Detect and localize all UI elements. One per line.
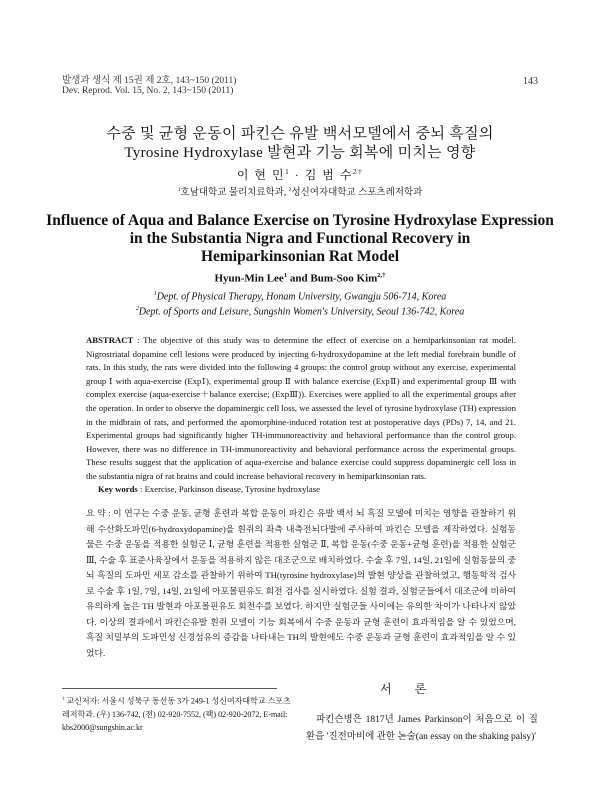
title-english-line-3: Hemiparkinsonian Rat Model	[200, 248, 400, 265]
abstract	[86, 334, 516, 484]
author-korean-1: 이 현 민	[236, 168, 286, 182]
footnote-divider	[62, 688, 277, 689]
author-english-1: Hyun-Min Lee	[214, 272, 284, 285]
author-korean-1-mark: 1	[285, 168, 291, 176]
author-english-2: and Bum-Soo Kim	[287, 272, 378, 285]
title-english-line-2: in the Substantia Nigra and Functional Recovery in	[129, 230, 471, 247]
footnote-text: 교신저자: 서울시 성북구 동선동 3가 249-1 성신여자대학교 스포츠레저학과. (우) 136-742, (전) 02-920-7552, (팩) 02-920-2072, E-mail: kbs2000@sungshin.ac.kr	[62, 696, 291, 732]
journal-citation-korean: 발생과 생식 제 15권 제 2호, 143~150 (2011)	[62, 76, 237, 86]
author-english-2-mark: 2,†	[377, 272, 386, 279]
keywords	[98, 484, 518, 494]
affiliations-korean	[0, 184, 600, 198]
affil-english-2-text: Dept. of Sports and Leisure, Sungshin Women's University, Seoul 136-742, Korea	[138, 306, 465, 318]
affil-korean-2: 성신여자대학교 스포츠레저학과	[291, 188, 423, 198]
affil-english-mark-1: 1	[153, 291, 157, 297]
author-english-1-mark: 1	[283, 272, 288, 279]
affil-korean-1: 호남대학교 물리치료학과,	[180, 188, 289, 198]
page-number: 143	[523, 76, 538, 87]
title-korean-line-1: 수중 및 균형 운동이 파킨슨 유발 백서모델에서 중뇌 흑질의	[106, 126, 494, 142]
affil-korean-mark-1: 1	[177, 186, 181, 193]
keywords-text: : Exercise, Parkinson disease, Tyrosine hydroxylase	[137, 484, 320, 494]
author-korean-2-mark: 2†	[352, 168, 364, 176]
affiliation-english-1	[0, 291, 600, 302]
summary-korean	[86, 506, 516, 661]
author-korean-2: 김 범 수	[304, 168, 353, 182]
title-korean-line-2: Tyrosine Hydroxylase 발현과 기능 회복에 미치는 영향	[124, 145, 476, 161]
section-heading-introduction: 서 론	[380, 682, 437, 696]
summary-korean-text: : 이 연구는 수중 운동, 균형 훈련과 복합 운동이 파킨슨 유발 백서 뇌 흑질 모델에 미치는 영향을 관찰하기 위해 수산화도파민(6-hydroxydopamine)을 흰쥐의 좌측 내측전뇌다발에 주사하여 파킨슨 모델을 제작하였다. 실험동물은 수중 운동을 적용한 실험군 Ⅰ, 균형 훈련을 적용한 실험군 Ⅱ, 복합 운동(수중 운동+균형 훈련)을 적용한 실험군 Ⅲ, 수술 후 표준사육장에서 운동을 적용하지 않은 대조군으로 배치하였다. 수술 후 7일, 14일, 21일에 실험동물의 중뇌 흑질의 도파민 세포 감소를 관찰하기 위하여 TH(tyrosine hydroxylase)의 발현 양상을 관찰하였고, 행동학적 검사로 수술 후 1일, 7일, 14일, 21일에 아포몰핀유도 회전 검사를 실시하였다. 실험 결과, 실험군들에서 대조군에 비하여 유의하게 높은 TH 발현과 아포몰핀유도 회전수를 보였다. 하지만 실험군들 사이에는 유의한 차이가 나타나지 않았다. 이상의 결과에서 파킨슨유발 흰쥐 모델이 기능 회복에서 수중 운동과 균형 훈련이 효과적임을 알 수 있었으며, 흑질 치밀부의 도파민성 신경섬유의 증감을 나타내는 TH의 발현에도 수중 운동과 균형 훈련이 효과적임을 알 수 있었다.	[86, 508, 516, 658]
abstract-label: ABSTRACT	[86, 335, 134, 345]
footnote-mark: †	[62, 697, 65, 702]
affil-english-1-text: Dept. of Physical Therapy, Honam University, Gwangju 506-714, Korea	[156, 291, 447, 303]
authors-english	[0, 272, 600, 285]
title-english-line-1: Influence of Aqua and Balance Exercise on Tyrosine Hydroxylase Expression	[46, 212, 554, 229]
journal-citation-english: Dev. Reprod. Vol. 15, No. 2, 143~150 (2011)	[62, 86, 234, 96]
authors-korean	[0, 166, 600, 183]
author-separator: ·	[290, 168, 305, 182]
affil-korean-mark-2: 2	[288, 186, 292, 193]
affil-english-mark-2: 2	[135, 306, 139, 312]
corresponding-author-footnote	[62, 693, 294, 734]
keywords-label: Key words	[98, 484, 138, 494]
affiliation-english-2	[0, 306, 600, 317]
introduction-paragraph: 파킨슨병은 1817년 James Parkinson이 처음으로 이 질환을 '진전마비에 관한 논술(an essay on the shaking palsy)'	[306, 715, 538, 742]
abstract-text: : The objective of this study was to determine the effect of exercise on a hemiparkinsonian rat model. Nigrostriatal dopamine cell lesions were produced by injecting 6-hydroxydopamine at the left medial forebrain bundle of rats. In this study, the rats were divided into the following 4 groups: the control group without any exercise, experimental group Ⅰ with aqua-exercise (ExpⅠ), experimental group Ⅱ with balance exercise (ExpⅡ) and experimental group Ⅲ with complex exercise (aqua-exercise＋balance exercise; (ExpⅢ)). Exercises were applied to all the experimental groups after the operation. In order to observe the dopaminergic cell loss, we assessed the level of tyrosine hydroxylase (TH) expression in the midbrain of rats, and performed the apomorphine-induced rotation test at postoperative days (PDs) 7, 14, and 21. Experimental groups had significantly higher TH-immunoreactivity and behavioral performance than the control group. However, there was no difference in TH-immunoreactivity and behavioral performance across the experimental groups. These results suggest that the application of aqua-exercise and balance exercise could suppress dopaminergic cell loss in the substantia nigra of rat brains and could increase behavioral recovery in hemiparkinsonian rats.	[86, 335, 516, 481]
summary-korean-label: 요 약	[86, 508, 106, 518]
